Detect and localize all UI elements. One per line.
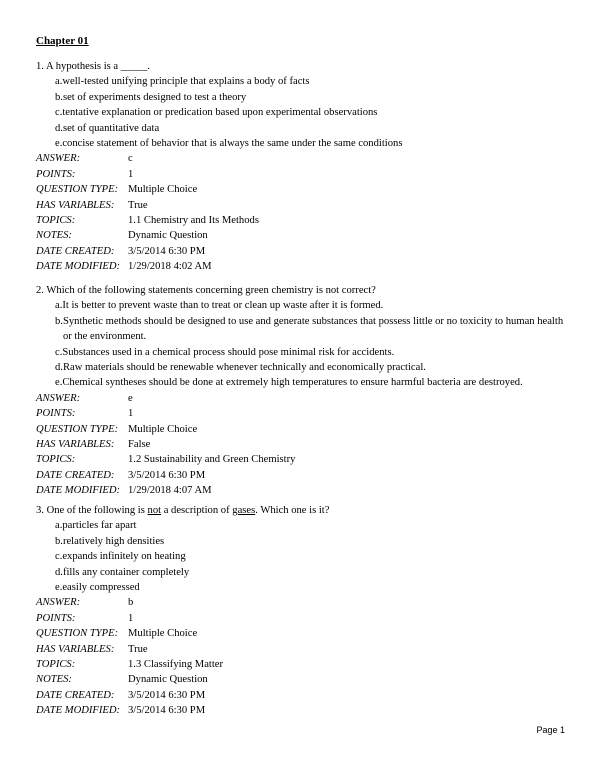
choice-letter: d.	[55, 122, 63, 134]
choice-text: set of quantitative data	[62, 122, 160, 134]
choice-letter: b.	[55, 91, 63, 103]
question-type-value: Multiple Choice	[128, 628, 198, 640]
choice-a	[36, 518, 566, 533]
has-variables-value: True	[128, 199, 148, 211]
question-metadata	[36, 391, 566, 499]
points-row	[36, 611, 566, 626]
points-row	[36, 167, 566, 182]
topics-row	[36, 657, 566, 672]
question-type-row	[36, 182, 566, 197]
question-1	[36, 59, 566, 275]
points-row	[36, 406, 566, 421]
choice-letter: c.	[55, 551, 63, 563]
choice-text: expands infinitely on heating	[62, 551, 186, 563]
choice-letter: a.	[55, 76, 63, 88]
date-modified-value: 1/29/2018 4:07 AM	[128, 485, 212, 497]
choice-c	[36, 105, 566, 120]
answer-value: c	[128, 153, 133, 165]
choice-e	[36, 580, 566, 595]
choice-e	[36, 375, 566, 390]
choice-d	[36, 121, 566, 136]
choice-letter: d.	[55, 566, 63, 578]
notes-row	[36, 228, 566, 243]
answer-label: ANSWER:	[36, 597, 81, 609]
points-value: 1	[128, 408, 134, 420]
choice-letter: e.	[55, 377, 63, 389]
has-variables-label: HAS VARIABLES:	[36, 643, 115, 655]
has-variables-value: False	[128, 439, 151, 451]
choice-letter: b.	[55, 315, 63, 327]
question-stem: 2. Which of the following statements concerning green chemistry is not correct?	[36, 285, 376, 296]
date-created-row	[36, 244, 566, 259]
answer-row	[36, 151, 566, 166]
choice-text: fills any container completely	[62, 566, 190, 578]
choice-text: Synthetic methods should be designed to use and generate substances that possess little or no toxicity to human health or the environment.	[62, 315, 564, 343]
date-modified-label: DATE MODIFIED:	[36, 485, 121, 497]
choice-text: particles far apart	[62, 520, 137, 532]
chapter-title: Chapter 01	[36, 35, 89, 47]
choice-a	[36, 74, 566, 89]
topics-value: 1.1 Chemistry and Its Methods	[128, 215, 259, 227]
answer-value: e	[128, 392, 133, 404]
date-modified-row	[36, 259, 566, 274]
choice-text: Raw materials should be renewable whenever technically and economically practical.	[62, 362, 426, 374]
date-created-value: 3/5/2014 6:30 PM	[128, 469, 206, 481]
question-type-row	[36, 626, 566, 641]
answer-row	[36, 595, 566, 610]
date-created-row	[36, 468, 566, 483]
has-variables-row	[36, 437, 566, 452]
topics-row	[36, 213, 566, 228]
topics-value: 1.3 Classifying Matter	[128, 659, 224, 671]
choice-letter: c.	[55, 107, 63, 119]
choice-a	[36, 298, 566, 313]
choice-text: concise statement of behavior that is always the same under the same conditions	[62, 138, 403, 150]
points-label: POINTS:	[36, 612, 76, 624]
choice-e	[36, 136, 566, 151]
choice-text: It is better to prevent waste than to treat or clean up waste after it is formed.	[62, 300, 384, 312]
notes-label: NOTES:	[36, 230, 72, 242]
question-type-value: Multiple Choice	[128, 423, 198, 435]
topics-label: TOPICS:	[36, 215, 76, 227]
stem-not-underlined: not	[147, 505, 162, 516]
stem-gases-underlined: gases	[232, 505, 256, 516]
choice-letter: a.	[55, 300, 63, 312]
choice-text: easily compressed	[62, 582, 140, 594]
topics-value: 1.2 Sustainability and Green Chemistry	[128, 454, 296, 466]
date-created-label: DATE CREATED:	[36, 689, 115, 701]
answer-label: ANSWER:	[36, 153, 81, 165]
topics-row	[36, 452, 566, 467]
question-stem	[36, 503, 566, 518]
topics-label: TOPICS:	[36, 454, 76, 466]
date-modified-value: 1/29/2018 4:02 AM	[128, 261, 212, 273]
has-variables-label: HAS VARIABLES:	[36, 199, 115, 211]
choice-text: Chemical syntheses should be done at extremely high temperatures to ensure harmful bacteria are destroyed.	[62, 377, 523, 389]
date-modified-label: DATE MODIFIED:	[36, 705, 121, 717]
date-created-label: DATE CREATED:	[36, 469, 115, 481]
choice-text: Substances used in a chemical process should pose minimal risk for accidents.	[62, 346, 395, 358]
choice-d	[36, 565, 566, 580]
answer-choices	[36, 74, 566, 151]
answer-choices	[36, 298, 566, 390]
stem-before: 3. One of the following is	[36, 505, 148, 516]
has-variables-value: True	[128, 643, 148, 655]
choice-text: tentative explanation or predication based upon experimental observations	[62, 107, 378, 119]
points-value: 1	[128, 612, 134, 624]
question-type-row	[36, 422, 566, 437]
notes-label: NOTES:	[36, 674, 72, 686]
topics-label: TOPICS:	[36, 659, 76, 671]
points-label: POINTS:	[36, 408, 76, 420]
choice-letter: a.	[55, 520, 63, 532]
has-variables-label: HAS VARIABLES:	[36, 439, 115, 451]
choice-letter: e.	[55, 138, 63, 150]
has-variables-row	[36, 198, 566, 213]
question-3	[36, 503, 566, 719]
question-type-label: QUESTION TYPE:	[36, 184, 119, 196]
choice-c	[36, 345, 566, 360]
choice-d	[36, 360, 566, 375]
date-modified-value: 3/5/2014 6:30 PM	[128, 705, 206, 717]
notes-row	[36, 672, 566, 687]
date-created-row	[36, 688, 566, 703]
question-type-label: QUESTION TYPE:	[36, 628, 119, 640]
date-created-value: 3/5/2014 6:30 PM	[128, 689, 206, 701]
notes-value: Dynamic Question	[128, 674, 208, 686]
choice-b	[36, 534, 566, 549]
date-modified-row	[36, 483, 566, 498]
question-type-label: QUESTION TYPE:	[36, 423, 119, 435]
choice-b	[36, 314, 566, 345]
choice-c	[36, 549, 566, 564]
choice-text: well-tested unifying principle that explains a body of facts	[62, 76, 310, 88]
choice-letter: c.	[55, 346, 63, 358]
date-modified-row	[36, 703, 566, 718]
choice-letter: e.	[55, 582, 63, 594]
points-value: 1	[128, 168, 134, 180]
page-number: Page 1	[536, 725, 565, 735]
points-label: POINTS:	[36, 168, 76, 180]
date-created-label: DATE CREATED:	[36, 245, 115, 257]
stem-middle: a description of	[161, 505, 233, 516]
answer-label: ANSWER:	[36, 392, 81, 404]
answer-choices	[36, 518, 566, 595]
answer-row	[36, 391, 566, 406]
answer-value: b	[128, 597, 134, 609]
question-type-value: Multiple Choice	[128, 184, 198, 196]
notes-value: Dynamic Question	[128, 230, 208, 242]
choice-text: relatively high densities	[62, 535, 165, 547]
question-stem: 1. A hypothesis is a _____.	[36, 61, 150, 72]
has-variables-row	[36, 642, 566, 657]
choice-text: set of experiments designed to test a theory	[62, 91, 247, 103]
date-modified-label: DATE MODIFIED:	[36, 261, 121, 273]
stem-after: . Which one is it?	[255, 505, 330, 516]
date-created-value: 3/5/2014 6:30 PM	[128, 245, 206, 257]
choice-letter: d.	[55, 362, 63, 374]
choice-b	[36, 90, 566, 105]
choice-letter: b.	[55, 535, 63, 547]
question-metadata	[36, 151, 566, 274]
question-metadata	[36, 595, 566, 718]
question-2	[36, 283, 566, 499]
